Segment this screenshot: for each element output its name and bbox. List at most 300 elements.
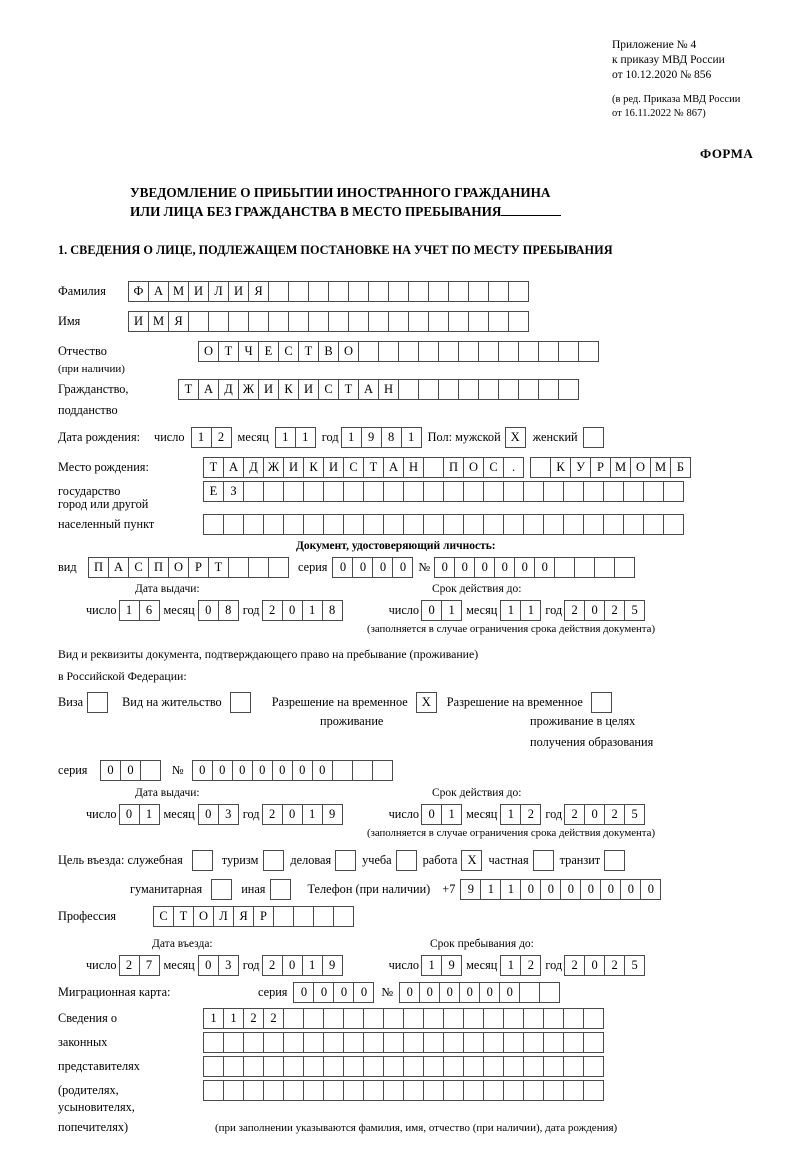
cell[interactable]: 9	[460, 879, 481, 900]
cell[interactable]	[368, 281, 389, 302]
cell[interactable]	[498, 379, 519, 400]
cell[interactable]	[283, 1056, 304, 1077]
cell[interactable]: Ж	[263, 457, 284, 478]
cell[interactable]	[443, 481, 464, 502]
cell[interactable]	[303, 1080, 324, 1101]
cell[interactable]	[519, 982, 540, 1003]
cell[interactable]: Е	[203, 481, 224, 502]
cell[interactable]: 9	[441, 955, 462, 976]
legal-rep-input-line3[interactable]	[203, 1056, 603, 1077]
temp-residence-checkbox[interactable]: X	[416, 692, 437, 713]
cell[interactable]	[403, 481, 424, 502]
cell[interactable]: 7	[139, 955, 160, 976]
cell[interactable]: 1	[441, 804, 462, 825]
cell[interactable]: 2	[119, 955, 140, 976]
surname-input[interactable]	[128, 281, 528, 302]
cell[interactable]	[378, 341, 399, 362]
cell[interactable]	[508, 311, 529, 332]
cell[interactable]	[328, 311, 349, 332]
cell[interactable]: 2	[604, 600, 625, 621]
purpose-business-checkbox[interactable]	[335, 850, 356, 871]
cell[interactable]	[463, 1032, 484, 1053]
cell[interactable]	[503, 481, 524, 502]
cell[interactable]	[563, 1056, 584, 1077]
cell[interactable]: 0	[252, 760, 273, 781]
cell[interactable]: 2	[211, 427, 232, 448]
right-issue-day-input[interactable]	[119, 804, 159, 825]
cell[interactable]: Т	[218, 341, 239, 362]
birth-year-input[interactable]	[341, 427, 421, 448]
cell[interactable]	[563, 1080, 584, 1101]
cell[interactable]: И	[228, 281, 249, 302]
cell[interactable]: А	[383, 457, 404, 478]
cell[interactable]	[363, 1032, 384, 1053]
cell[interactable]	[293, 906, 314, 927]
cell[interactable]	[558, 341, 579, 362]
cell[interactable]	[583, 1008, 604, 1029]
doc-number-input[interactable]	[434, 557, 634, 578]
cell[interactable]	[398, 379, 419, 400]
cell[interactable]	[268, 311, 289, 332]
cell[interactable]: 1	[223, 1008, 244, 1029]
cell[interactable]	[398, 341, 419, 362]
cell[interactable]: И	[323, 457, 344, 478]
cell[interactable]	[463, 1008, 484, 1029]
cell[interactable]: С	[483, 457, 504, 478]
purpose-service-checkbox[interactable]	[192, 850, 213, 871]
cell[interactable]	[358, 341, 379, 362]
legal-rep-input-line1[interactable]	[203, 1008, 603, 1029]
cell[interactable]: М	[650, 457, 671, 478]
right-issue-month-input[interactable]	[198, 804, 238, 825]
cell[interactable]: 0	[282, 600, 303, 621]
cell[interactable]: 0	[333, 982, 354, 1003]
cell[interactable]	[523, 1080, 544, 1101]
cell[interactable]	[488, 281, 509, 302]
purpose-transit-checkbox[interactable]	[604, 850, 625, 871]
cell[interactable]	[448, 281, 469, 302]
cell[interactable]: 0	[332, 557, 353, 578]
cell[interactable]: И	[188, 281, 209, 302]
cell[interactable]	[558, 379, 579, 400]
cell[interactable]: П	[88, 557, 109, 578]
cell[interactable]	[408, 281, 429, 302]
cell[interactable]	[308, 281, 329, 302]
cell[interactable]	[343, 1032, 364, 1053]
cell[interactable]: Н	[378, 379, 399, 400]
cell[interactable]	[503, 1008, 524, 1029]
cell[interactable]	[663, 514, 684, 535]
cell[interactable]: М	[148, 311, 169, 332]
cell[interactable]	[403, 1056, 424, 1077]
purpose-work-checkbox[interactable]: X	[461, 850, 482, 871]
cell[interactable]: 0	[372, 557, 393, 578]
cell[interactable]	[523, 1056, 544, 1077]
cell[interactable]: 2	[604, 804, 625, 825]
cell[interactable]	[623, 481, 644, 502]
cell[interactable]	[423, 1032, 444, 1053]
cell[interactable]	[463, 1056, 484, 1077]
cell[interactable]	[303, 514, 324, 535]
cell[interactable]: .	[503, 457, 524, 478]
cell[interactable]	[543, 1080, 564, 1101]
cell[interactable]: 9	[361, 427, 382, 448]
cell[interactable]	[288, 281, 309, 302]
cell[interactable]: 2	[604, 955, 625, 976]
patronymic-input[interactable]	[198, 341, 598, 362]
cell[interactable]	[448, 311, 469, 332]
cell[interactable]: 0	[198, 955, 219, 976]
cell[interactable]: 1	[302, 955, 323, 976]
cell[interactable]	[140, 760, 161, 781]
cell[interactable]: 0	[494, 557, 515, 578]
cell[interactable]	[563, 1032, 584, 1053]
cell[interactable]	[594, 557, 615, 578]
cell[interactable]	[283, 1008, 304, 1029]
cell[interactable]	[443, 1056, 464, 1077]
cell[interactable]	[343, 1080, 364, 1101]
cell[interactable]	[243, 1056, 264, 1077]
cell[interactable]	[243, 1080, 264, 1101]
cell[interactable]: Ж	[238, 379, 259, 400]
cell[interactable]	[263, 481, 284, 502]
cell[interactable]: 2	[564, 804, 585, 825]
cell[interactable]	[438, 379, 459, 400]
cell[interactable]: Ф	[128, 281, 149, 302]
cell[interactable]: О	[338, 341, 359, 362]
cell[interactable]	[273, 906, 294, 927]
cell[interactable]: 1	[139, 804, 160, 825]
cell[interactable]: 1	[341, 427, 362, 448]
cell[interactable]	[383, 1056, 404, 1077]
cell[interactable]: Я	[248, 281, 269, 302]
birthplace-city-input-line3[interactable]	[203, 514, 683, 535]
cell[interactable]: 0	[434, 557, 455, 578]
stay-year-input[interactable]	[564, 955, 644, 976]
cell[interactable]: К	[303, 457, 324, 478]
cell[interactable]: Ч	[238, 341, 259, 362]
cell[interactable]: 1	[500, 955, 521, 976]
cell[interactable]: 2	[520, 804, 541, 825]
cell[interactable]: 0	[560, 879, 581, 900]
cell[interactable]: Д	[243, 457, 264, 478]
phone-input[interactable]	[460, 879, 660, 900]
cell[interactable]: 0	[272, 760, 293, 781]
cell[interactable]	[248, 311, 269, 332]
cell[interactable]: 0	[421, 804, 442, 825]
cell[interactable]: 9	[322, 955, 343, 976]
cell[interactable]	[203, 1080, 224, 1101]
cell[interactable]	[403, 514, 424, 535]
edu-residence-checkbox[interactable]	[591, 692, 612, 713]
cell[interactable]: 8	[322, 600, 343, 621]
cell[interactable]: 1	[500, 600, 521, 621]
cell[interactable]	[578, 341, 599, 362]
cell[interactable]: 0	[198, 804, 219, 825]
cell[interactable]	[363, 1080, 384, 1101]
purpose-tourism-checkbox[interactable]	[263, 850, 284, 871]
cell[interactable]: 0	[499, 982, 520, 1003]
cell[interactable]: А	[148, 281, 169, 302]
cell[interactable]: 2	[262, 600, 283, 621]
cell[interactable]: 0	[292, 760, 313, 781]
cell[interactable]	[463, 1080, 484, 1101]
cell[interactable]	[288, 311, 309, 332]
cell[interactable]	[428, 281, 449, 302]
cell[interactable]	[538, 379, 559, 400]
cell[interactable]: П	[443, 457, 464, 478]
cell[interactable]	[503, 1032, 524, 1053]
doc-series-input[interactable]	[332, 557, 412, 578]
cell[interactable]	[263, 514, 284, 535]
cell[interactable]	[348, 311, 369, 332]
cell[interactable]: С	[278, 341, 299, 362]
cell[interactable]: Б	[670, 457, 691, 478]
cell[interactable]: 0	[454, 557, 475, 578]
cell[interactable]	[614, 557, 635, 578]
cell[interactable]	[343, 481, 364, 502]
cell[interactable]: Т	[363, 457, 384, 478]
cell[interactable]: 0	[584, 955, 605, 976]
cell[interactable]	[223, 1080, 244, 1101]
cell[interactable]	[303, 1056, 324, 1077]
doc-kind-input[interactable]	[88, 557, 288, 578]
cell[interactable]: 0	[192, 760, 213, 781]
cell[interactable]	[423, 514, 444, 535]
cell[interactable]: 0	[584, 804, 605, 825]
stay-month-input[interactable]	[500, 955, 540, 976]
cell[interactable]: 1	[302, 804, 323, 825]
cell[interactable]: Т	[298, 341, 319, 362]
cell[interactable]: 0	[419, 982, 440, 1003]
cell[interactable]	[423, 457, 444, 478]
cell[interactable]: М	[610, 457, 631, 478]
cell[interactable]	[268, 281, 289, 302]
doc-issue-month-input[interactable]	[198, 600, 238, 621]
right-doc-series-input[interactable]	[100, 760, 160, 781]
cell[interactable]: 1	[500, 804, 521, 825]
cell[interactable]: Т	[173, 906, 194, 927]
cell[interactable]	[483, 481, 504, 502]
cell[interactable]	[483, 1080, 504, 1101]
cell[interactable]	[503, 1056, 524, 1077]
cell[interactable]: 0	[282, 804, 303, 825]
cell[interactable]	[468, 281, 489, 302]
cell[interactable]: 0	[212, 760, 233, 781]
cell[interactable]	[363, 514, 384, 535]
cell[interactable]: 8	[218, 600, 239, 621]
cell[interactable]	[383, 481, 404, 502]
cell[interactable]	[463, 481, 484, 502]
cell[interactable]: 1	[191, 427, 212, 448]
cell[interactable]	[243, 481, 264, 502]
cell[interactable]: Т	[178, 379, 199, 400]
cell[interactable]: 2	[262, 955, 283, 976]
cell[interactable]: У	[570, 457, 591, 478]
cell[interactable]	[283, 481, 304, 502]
cell[interactable]: 0	[198, 600, 219, 621]
cell[interactable]: 0	[474, 557, 495, 578]
cell[interactable]: С	[343, 457, 364, 478]
cell[interactable]	[323, 481, 344, 502]
cell[interactable]: 0	[120, 760, 141, 781]
cell[interactable]: 0	[312, 760, 333, 781]
cell[interactable]: О	[463, 457, 484, 478]
cell[interactable]	[423, 1056, 444, 1077]
cell[interactable]: 0	[392, 557, 413, 578]
cell[interactable]	[343, 1008, 364, 1029]
cell[interactable]: Т	[338, 379, 359, 400]
cell[interactable]	[403, 1032, 424, 1053]
cell[interactable]	[333, 906, 354, 927]
cell[interactable]: М	[168, 281, 189, 302]
cell[interactable]	[323, 1080, 344, 1101]
cell[interactable]: 2	[262, 804, 283, 825]
cell[interactable]: А	[198, 379, 219, 400]
cell[interactable]	[438, 341, 459, 362]
cell[interactable]: Л	[213, 906, 234, 927]
cell[interactable]	[403, 1080, 424, 1101]
cell[interactable]	[332, 760, 353, 781]
cell[interactable]	[363, 1056, 384, 1077]
cell[interactable]: 0	[293, 982, 314, 1003]
cell[interactable]	[223, 514, 244, 535]
legal-rep-input-line2[interactable]	[203, 1032, 603, 1053]
cell[interactable]: 8	[381, 427, 402, 448]
doc-valid-month-input[interactable]	[500, 600, 540, 621]
cell[interactable]	[348, 281, 369, 302]
cell[interactable]: 6	[139, 600, 160, 621]
legal-rep-input-line4[interactable]	[203, 1080, 603, 1101]
cell[interactable]	[478, 379, 499, 400]
cell[interactable]: 1	[275, 427, 296, 448]
cell[interactable]: 1	[302, 600, 323, 621]
cell[interactable]	[363, 1008, 384, 1029]
cell[interactable]	[372, 760, 393, 781]
cell[interactable]: 0	[399, 982, 420, 1003]
cell[interactable]	[563, 481, 584, 502]
cell[interactable]: Н	[403, 457, 424, 478]
cell[interactable]	[574, 557, 595, 578]
cell[interactable]	[263, 1056, 284, 1077]
cell[interactable]: 0	[119, 804, 140, 825]
cell[interactable]	[508, 281, 529, 302]
cell[interactable]: 0	[640, 879, 661, 900]
cell[interactable]	[283, 514, 304, 535]
cell[interactable]	[343, 1056, 364, 1077]
cell[interactable]: 0	[520, 879, 541, 900]
cell[interactable]: 1	[119, 600, 140, 621]
cell[interactable]	[458, 379, 479, 400]
cell[interactable]: И	[298, 379, 319, 400]
cell[interactable]: 0	[232, 760, 253, 781]
cell[interactable]: 0	[514, 557, 535, 578]
cell[interactable]	[523, 1008, 544, 1029]
cell[interactable]	[203, 1032, 224, 1053]
cell[interactable]	[478, 341, 499, 362]
cell[interactable]	[543, 1008, 564, 1029]
cell[interactable]: И	[128, 311, 149, 332]
cell[interactable]: 1	[203, 1008, 224, 1029]
cell[interactable]: Т	[203, 457, 224, 478]
cell[interactable]	[503, 1080, 524, 1101]
cell[interactable]	[303, 1032, 324, 1053]
cell[interactable]	[503, 514, 524, 535]
cell[interactable]	[663, 481, 684, 502]
cell[interactable]	[423, 481, 444, 502]
cell[interactable]	[539, 982, 560, 1003]
firstname-input[interactable]	[128, 311, 528, 332]
cell[interactable]: 9	[322, 804, 343, 825]
cell[interactable]	[543, 1032, 564, 1053]
cell[interactable]: 1	[421, 955, 442, 976]
cell[interactable]	[523, 481, 544, 502]
cell[interactable]: К	[278, 379, 299, 400]
cell[interactable]: 0	[352, 557, 373, 578]
cell[interactable]: И	[283, 457, 304, 478]
cell[interactable]: П	[148, 557, 169, 578]
cell[interactable]	[463, 514, 484, 535]
cell[interactable]: Е	[258, 341, 279, 362]
cell[interactable]	[203, 514, 224, 535]
cell[interactable]: Л	[208, 281, 229, 302]
cell[interactable]	[268, 557, 289, 578]
cell[interactable]: А	[108, 557, 129, 578]
cell[interactable]: Я	[168, 311, 189, 332]
cell[interactable]	[488, 311, 509, 332]
cell[interactable]: 2	[564, 600, 585, 621]
cell[interactable]	[388, 311, 409, 332]
cell[interactable]: И	[258, 379, 279, 400]
cell[interactable]	[248, 557, 269, 578]
cell[interactable]: 0	[620, 879, 641, 900]
cell[interactable]	[583, 1056, 604, 1077]
cell[interactable]	[263, 1080, 284, 1101]
right-doc-number-input[interactable]	[192, 760, 392, 781]
cell[interactable]	[223, 1032, 244, 1053]
cell[interactable]	[643, 481, 664, 502]
cell[interactable]: 0	[459, 982, 480, 1003]
cell[interactable]	[323, 1032, 344, 1053]
cell[interactable]: 0	[282, 955, 303, 976]
cell[interactable]: 1	[520, 600, 541, 621]
cell[interactable]: С	[153, 906, 174, 927]
cell[interactable]	[483, 1056, 504, 1077]
entry-year-input[interactable]	[262, 955, 342, 976]
cell[interactable]	[443, 1008, 464, 1029]
cell[interactable]	[283, 1080, 304, 1101]
cell[interactable]	[383, 1032, 404, 1053]
cell[interactable]: 0	[479, 982, 500, 1003]
cell[interactable]: О	[630, 457, 651, 478]
cell[interactable]	[303, 481, 324, 502]
cell[interactable]: 1	[295, 427, 316, 448]
purpose-private-checkbox[interactable]	[533, 850, 554, 871]
entry-day-input[interactable]	[119, 955, 159, 976]
cell[interactable]	[352, 760, 373, 781]
profession-input[interactable]	[153, 906, 353, 927]
doc-issue-year-input[interactable]	[262, 600, 342, 621]
cell[interactable]	[483, 1008, 504, 1029]
cell[interactable]: 3	[218, 804, 239, 825]
cell[interactable]: 0	[353, 982, 374, 1003]
cell[interactable]	[518, 341, 539, 362]
cell[interactable]	[243, 1032, 264, 1053]
sex-female-checkbox[interactable]	[583, 427, 604, 448]
cell[interactable]	[403, 1008, 424, 1029]
cell[interactable]: Р	[188, 557, 209, 578]
right-valid-day-input[interactable]	[421, 804, 461, 825]
